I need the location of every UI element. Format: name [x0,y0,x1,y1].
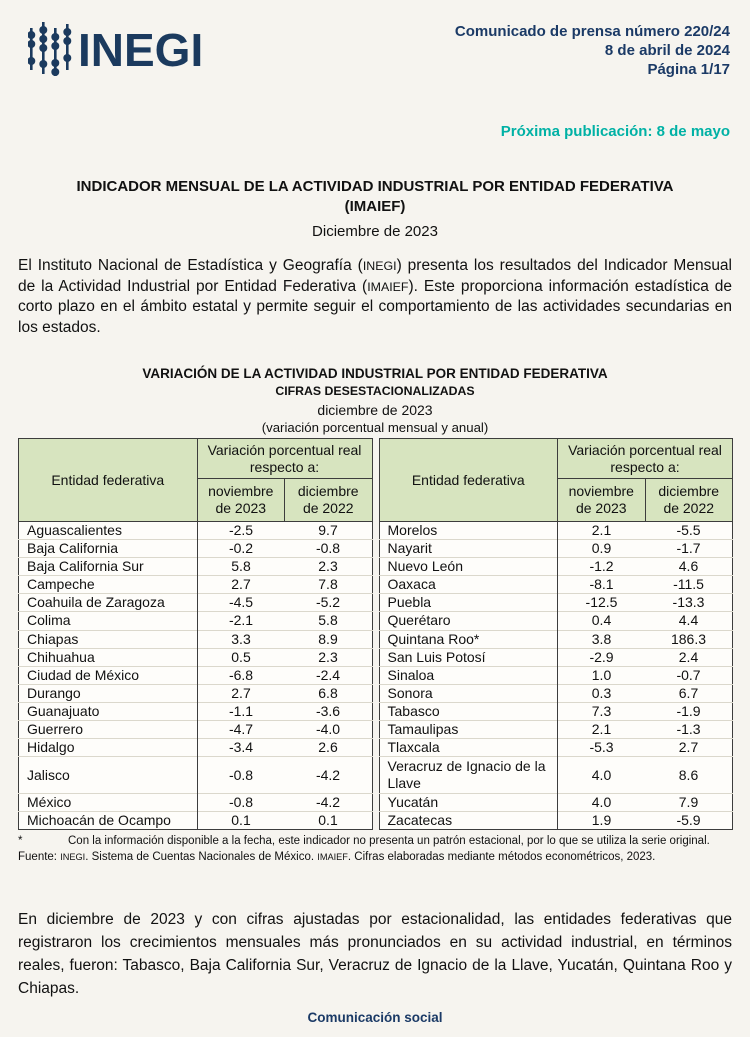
table-row [19,594,373,612]
inegi-acronym: INEGI [60,851,86,862]
table-row [379,739,733,757]
value-dec-2022-cell: 2.3 [285,648,373,666]
column-header-group: Variación porcentual real respecto a: [197,438,372,479]
table-row [379,558,733,576]
entity-name-cell: Colima [19,612,198,630]
footer-label: Comunicación social [307,1010,443,1025]
entity-name-cell: San Luis Potosí [379,648,558,666]
value-dec-2022-cell: 2.3 [285,558,373,576]
table-row [19,630,373,648]
entity-name-cell: Jalisco [19,757,198,794]
entity-name-cell: Sonora [379,684,558,702]
entity-name-cell: Chiapas [19,630,198,648]
value-dec-2022-cell: -4.2 [285,757,373,794]
value-dec-2022-cell: -2.4 [285,666,373,684]
value-nov-2023-cell: -4.5 [197,594,284,612]
value-dec-2022-cell: 9.7 [285,522,373,540]
value-nov-2023-cell: -6.8 [197,666,284,684]
value-dec-2022-cell: -1.3 [645,720,733,738]
page-number: Página 1/17 [647,61,730,79]
table-row [19,812,373,830]
value-nov-2023-cell: 1.0 [558,666,645,684]
value-dec-2022-cell: -5.9 [645,812,733,830]
intro-text: ). Este proporciona información estadística de corto plazo en el ámbito estatal y permite seguir el comportamiento de las actividades secundarias en los estados. [18,277,732,336]
table-row [19,757,373,794]
table-row [379,630,733,648]
entity-name-cell: Querétaro [379,612,558,630]
table-row [379,702,733,720]
value-dec-2022-cell: -4.0 [285,720,373,738]
column-header-nov-2023: noviembre de 2023 [197,479,284,522]
source-label: Fuente: [18,850,57,863]
document-title [0,177,750,216]
source-text: . Sistema de Cuentas Nacionales de México. [85,850,318,863]
value-dec-2022-cell: 7.9 [645,794,733,812]
table-row [379,812,733,830]
entity-name-cell: Guanajuato [19,702,198,720]
value-dec-2022-cell: 0.1 [285,812,373,830]
entity-name-cell: México [19,794,198,812]
table-units-note: (variación porcentual mensual y anual) [261,419,489,435]
entity-name-cell: Guerrero [19,720,198,738]
intro-text: ) presenta los resultados del Indicador Mensual de la Actividad Industrial por Entidad Federativa ( [18,257,733,295]
value-dec-2022-cell: 8.6 [645,757,733,794]
column-header-entity: Entidad federativa [379,438,558,521]
value-dec-2022-cell: -4.2 [285,794,373,812]
entity-name-cell: Oaxaca [379,576,558,594]
table-row [19,720,373,738]
value-nov-2023-cell: 0.4 [558,612,645,630]
value-dec-2022-cell: 2.7 [645,739,733,757]
table-row [379,522,733,540]
value-nov-2023-cell: 2.7 [197,684,284,702]
entity-name-cell: Durango [19,684,198,702]
table-row [379,794,733,812]
entity-name-cell: Sinaloa [379,666,558,684]
table-row [19,576,373,594]
table-row [379,666,733,684]
variation-table-left [18,438,373,830]
value-nov-2023-cell: 4.0 [558,757,645,794]
value-nov-2023-cell: -3.4 [197,739,284,757]
entity-name-cell: Yucatán [379,794,558,812]
value-dec-2022-cell: -3.6 [285,702,373,720]
value-nov-2023-cell: 5.8 [197,558,284,576]
value-nov-2023-cell: 2.1 [558,522,645,540]
entity-name-cell: Coahuila de Zaragoza [19,594,198,612]
intro-paragraph [18,256,732,338]
value-dec-2022-cell: -5.2 [285,594,373,612]
table-row [19,666,373,684]
table-title: VARIACIÓN DE LA ACTIVIDAD INDUSTRIAL POR ENTIDAD FEDERATIVA [142,365,608,381]
value-nov-2023-cell: 7.3 [558,702,645,720]
inegi-acronym: INEGI [362,259,397,274]
value-dec-2022-cell: 2.4 [645,648,733,666]
value-dec-2022-cell: 4.6 [645,558,733,576]
value-dec-2022-cell: -0.8 [285,540,373,558]
next-publication-notice: Próxima publicación: 8 de mayo [500,123,730,141]
entity-name-cell: Morelos [379,522,558,540]
entity-name-cell: Veracruz de Ignacio de la Llave [379,757,558,794]
document-title-line1: INDICADOR MENSUAL DE LA ACTIVIDAD INDUSTRIAL POR ENTIDAD FEDERATIVA [76,178,674,196]
entity-name-cell: Nuevo León [379,558,558,576]
table-row [19,612,373,630]
value-nov-2023-cell: -1.1 [197,702,284,720]
imaief-acronym: IMAIEF [367,279,409,294]
value-nov-2023-cell: -2.1 [197,612,284,630]
table-row [19,684,373,702]
footnote-asterisk-line [18,834,732,850]
press-release-number: Comunicado de prensa número 220/24 [454,23,730,40]
table-row [379,540,733,558]
footnote-text: Con la información disponible a la fecha, este indicador no presenta un patrón estacional, por lo que se utiliza la serie original. [68,835,710,848]
column-header-group: Variación porcentual real respecto a: [558,438,733,479]
release-date: 8 de abril de 2024 [604,42,730,60]
column-header-entity: Entidad federativa [19,438,198,521]
table-row [19,702,373,720]
source-line [18,850,732,866]
value-dec-2022-cell: -11.5 [645,576,733,594]
value-nov-2023-cell: 2.1 [558,720,645,738]
entity-name-cell: Ciudad de México [19,666,198,684]
value-nov-2023-cell: -8.1 [558,576,645,594]
document-subtitle: Diciembre de 2023 [312,223,438,241]
table-row [19,558,373,576]
column-header-dec-2022: diciembre de 2022 [645,479,733,522]
value-nov-2023-cell: -0.2 [197,540,284,558]
table-row [379,684,733,702]
closing-paragraph: En diciembre de 2023 y con cifras ajustadas por estacionalidad, las entidades federativas que registraron los crecimientos mensuales más pronunciados en su actividad industrial, en términos reales, fueron: Tabasco, Baja California Sur, Veracruz de Ignacio de la Llave, Yucatán, Quintana Roo y Chiapas. [18,911,732,997]
value-dec-2022-cell: -1.7 [645,540,733,558]
entity-name-cell: Aguascalientes [19,522,198,540]
entity-name-cell: Zacatecas [379,812,558,830]
header-meta [455,18,730,79]
page-header [0,0,750,79]
value-nov-2023-cell: 4.0 [558,794,645,812]
entity-name-cell: Hidalgo [19,739,198,757]
value-nov-2023-cell: 0.3 [558,684,645,702]
entity-name-cell: Baja California [19,540,198,558]
value-dec-2022-cell: -13.3 [645,594,733,612]
value-nov-2023-cell: 3.8 [558,630,645,648]
variation-tables [18,438,733,830]
table-subtitle: CIFRAS DESESTACIONALIZADAS [275,384,475,399]
value-nov-2023-cell: -1.2 [558,558,645,576]
variation-table-right [379,438,734,830]
document-title-line2: (IMAIEF) [344,197,406,215]
entity-name-cell: Baja California Sur [19,558,198,576]
table-row [19,739,373,757]
intro-text: El Instituto Nacional de Estadística y Geografía ( [18,257,363,275]
table-row [379,720,733,738]
entity-name-cell: Tabasco [379,702,558,720]
table-row [379,576,733,594]
inegi-logo-text: INEGI [78,24,204,76]
value-nov-2023-cell: -0.8 [197,794,284,812]
entity-name-cell: Tlaxcala [379,739,558,757]
value-nov-2023-cell: 0.9 [558,540,645,558]
value-dec-2022-cell: 4.4 [645,612,733,630]
value-nov-2023-cell: -0.8 [197,757,284,794]
imaief-acronym: IMAIEF [317,851,348,862]
table-footnotes [18,834,732,865]
value-dec-2022-cell: 2.6 [285,739,373,757]
value-nov-2023-cell: 2.7 [197,576,284,594]
entity-name-cell: Michoacán de Ocampo [19,812,198,830]
inegi-logo [28,18,214,78]
table-row [19,540,373,558]
value-dec-2022-cell: -5.5 [645,522,733,540]
value-nov-2023-cell: 1.9 [558,812,645,830]
table-row [379,594,733,612]
value-dec-2022-cell: 186.3 [645,630,733,648]
value-nov-2023-cell: 0.1 [197,812,284,830]
inegi-abacus-icon [28,18,214,78]
entity-name-cell: Chihuahua [19,648,198,666]
table-row [379,612,733,630]
value-nov-2023-cell: -2.5 [197,522,284,540]
value-nov-2023-cell: -2.9 [558,648,645,666]
value-dec-2022-cell: 5.8 [285,612,373,630]
table-row [19,794,373,812]
value-nov-2023-cell: -5.3 [558,739,645,757]
entity-name-cell: Campeche [19,576,198,594]
value-dec-2022-cell: 7.8 [285,576,373,594]
value-dec-2022-cell: 6.7 [645,684,733,702]
entity-name-cell: Nayarit [379,540,558,558]
value-dec-2022-cell: -0.7 [645,666,733,684]
table-row [379,648,733,666]
value-nov-2023-cell: 0.5 [197,648,284,666]
value-dec-2022-cell: -1.9 [645,702,733,720]
footnote-asterisk: * [18,835,23,848]
table-caption [0,366,750,435]
source-text: . Cifras elaboradas mediante métodos econométricos, 2023. [347,850,656,863]
entity-name-cell: Puebla [379,594,558,612]
table-period: diciembre de 2023 [317,401,433,418]
value-dec-2022-cell: 6.8 [285,684,373,702]
value-nov-2023-cell: 3.3 [197,630,284,648]
value-nov-2023-cell: -12.5 [558,594,645,612]
table-row [379,757,733,794]
value-nov-2023-cell: -4.7 [197,720,284,738]
column-header-dec-2022: diciembre de 2022 [285,479,373,522]
value-dec-2022-cell: 8.9 [285,630,373,648]
column-header-nov-2023: noviembre de 2023 [558,479,645,522]
entity-name-cell: Quintana Roo* [379,630,558,648]
table-row [19,648,373,666]
table-row [19,522,373,540]
entity-name-cell: Tamaulipas [379,720,558,738]
